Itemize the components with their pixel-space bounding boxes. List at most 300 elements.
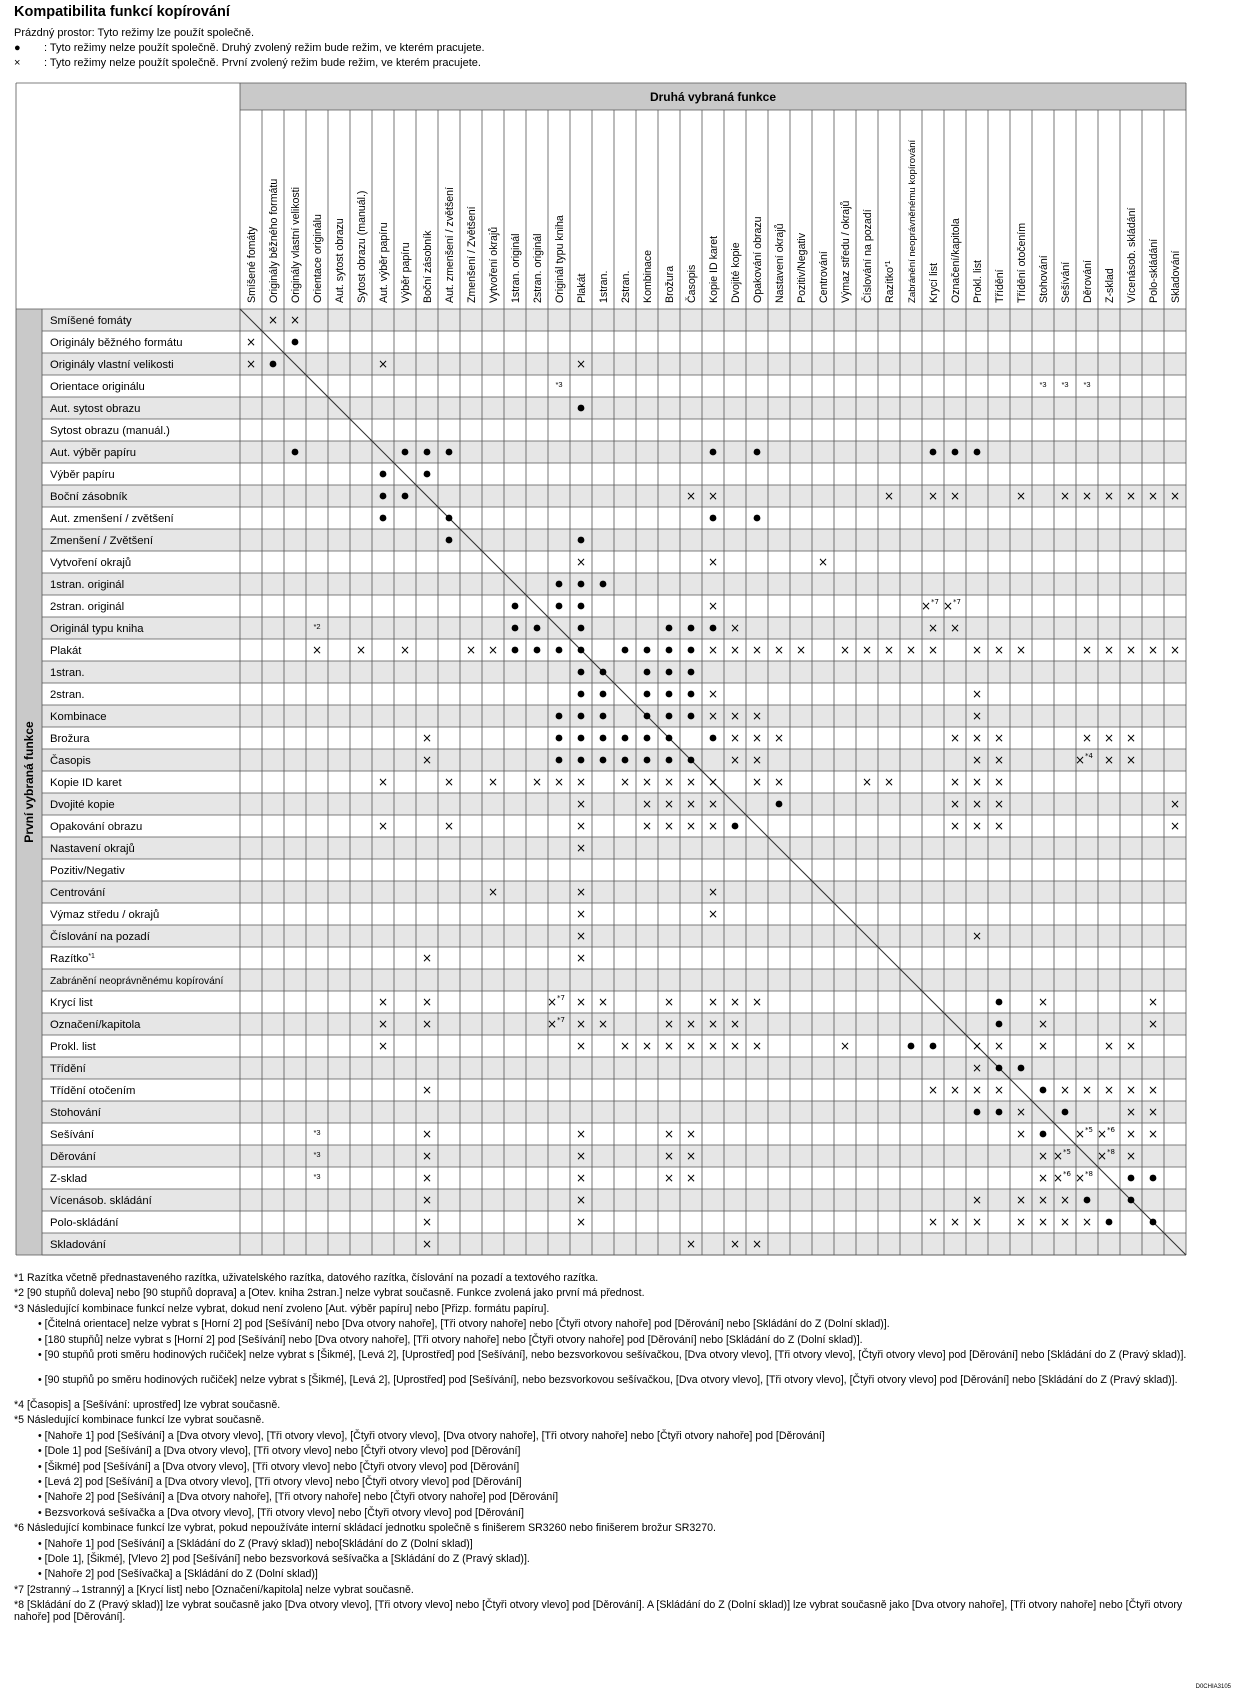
dot-mark: [1150, 1175, 1157, 1182]
cross-mark: ×: [377, 357, 389, 371]
dot-mark: [710, 515, 717, 522]
cross-mark: ×: [773, 775, 785, 789]
column-header: Pozitiv/Negativ: [796, 232, 808, 303]
cross-mark: ×: [993, 731, 1005, 745]
dot-mark: [710, 449, 717, 456]
cross-mark: ×: [421, 1127, 433, 1141]
cross-mark: ×: [861, 643, 873, 657]
dot-mark: [754, 449, 761, 456]
column-header: Vícenásob. skládání: [1126, 207, 1138, 303]
cross-mark: ×: [751, 775, 763, 789]
cross-mark: ×: [751, 709, 763, 723]
dot-mark: [556, 735, 563, 742]
dot-mark: [1062, 1109, 1069, 1116]
dot-mark: [974, 1109, 981, 1116]
row-label: Polo-skládání: [50, 1217, 119, 1229]
cross-mark: ×: [1103, 1083, 1115, 1097]
row-label: Originály běžného formátu: [50, 337, 183, 349]
cross-mark: ×: [575, 555, 587, 569]
cross-mark: ×: [685, 819, 697, 833]
cross-mark: ×: [1037, 1171, 1049, 1185]
row-label: 2stran. originál: [50, 601, 125, 613]
cross-note-mark: ×$^{*8}$: [1074, 1170, 1094, 1185]
row-label: Zabránění neoprávněnému kopírování: [50, 976, 224, 987]
cross-mark: ×: [1037, 1017, 1049, 1031]
cross-mark: ×: [355, 643, 367, 657]
cross-mark: ×: [421, 1171, 433, 1185]
row-label: Stohování: [50, 1107, 101, 1119]
dot-mark: [578, 603, 585, 610]
dot-symbol: ●: [14, 42, 21, 54]
cross-mark: ×: [1015, 1215, 1027, 1229]
dot-mark: [930, 449, 937, 456]
column-header: Výmaz středu / okrajů: [840, 200, 852, 303]
cross-mark: ×: [883, 489, 895, 503]
cross-mark: ×: [377, 1017, 389, 1031]
cross-mark: ×: [487, 775, 499, 789]
cross-mark: ×: [289, 313, 301, 327]
dot-mark: [666, 625, 673, 632]
cross-mark: ×: [1147, 1105, 1159, 1119]
cross-mark: ×: [421, 1083, 433, 1097]
cross-mark: ×: [575, 995, 587, 1009]
cross-mark: ×: [663, 819, 675, 833]
cross-mark: ×: [971, 819, 983, 833]
cross-mark: ×: [641, 819, 653, 833]
row-label: Sešívání: [50, 1129, 94, 1141]
row-label: Aut. zmenšení / zvětšení: [50, 513, 174, 525]
column-header: Originál typu kniha: [554, 215, 566, 303]
cross-mark: ×: [1125, 753, 1137, 767]
row-label: Třídění otočením: [50, 1085, 136, 1097]
column-group-title: Druhá vybraná funkce: [649, 90, 777, 104]
column-header: Aut. sytost obrazu: [334, 218, 346, 303]
dot-mark: [1018, 1065, 1025, 1072]
cross-mark: ×: [377, 1039, 389, 1053]
cross-mark: ×: [575, 929, 587, 943]
dot-mark: [754, 515, 761, 522]
cross-mark: ×: [1059, 1193, 1071, 1207]
column-header: Třídění: [994, 269, 1006, 303]
dot-mark: [600, 581, 607, 588]
column-header: Sešívání: [1060, 261, 1072, 303]
cross-mark: ×: [421, 1215, 433, 1229]
dot-mark: [688, 625, 695, 632]
row-label: Centrování: [50, 887, 106, 899]
cross-mark: ×: [971, 709, 983, 723]
cross-mark: ×: [399, 643, 411, 657]
row-label: Třídění: [50, 1063, 86, 1075]
footnote-line: *3 Následující kombinace funkcí nelze vybrat, dokud není zvoleno [Aut. výběr papíru] nebo [Přizp. formátu papíru].: [14, 1302, 550, 1315]
cross-mark: ×: [1081, 1083, 1093, 1097]
row-label: Skladování: [50, 1239, 106, 1251]
cross-mark: ×: [421, 753, 433, 767]
dot-mark: [578, 691, 585, 698]
note-mark: *3: [313, 1150, 321, 1159]
dot-mark: [644, 691, 651, 698]
column-header: Boční zásobník: [422, 230, 434, 303]
cross-mark: ×: [619, 1039, 631, 1053]
cross-mark: ×: [993, 1083, 1005, 1097]
cross-mark: ×: [1103, 1039, 1115, 1053]
cross-mark: ×: [1037, 1039, 1049, 1053]
dot-mark: [710, 625, 717, 632]
row-label: Vícenásob. skládání: [50, 1195, 152, 1207]
row-label: Zmenšení / Zvětšení: [50, 535, 153, 547]
dot-mark: [600, 669, 607, 676]
cross-mark: ×: [575, 1215, 587, 1229]
dot-mark: [1040, 1087, 1047, 1094]
column-header: Polo-skládání: [1148, 238, 1160, 303]
cross-note-mark: ×$^{*7}$: [942, 598, 962, 613]
note-mark: *3: [555, 380, 563, 389]
cross-mark: ×: [575, 885, 587, 899]
dot-mark: [402, 493, 409, 500]
column-header: Nastavení okrajů: [774, 223, 786, 303]
cross-mark: ×: [751, 1237, 763, 1251]
cross-mark: ×: [971, 687, 983, 701]
note-mark: *3: [1061, 380, 1069, 389]
cross-mark: ×: [729, 1039, 741, 1053]
cross-mark: ×: [707, 907, 719, 921]
cross-mark: ×: [949, 775, 961, 789]
cross-mark: ×: [575, 1171, 587, 1185]
cross-mark: ×: [1015, 1127, 1027, 1141]
cross-mark: ×: [1103, 731, 1115, 745]
cross-mark: ×: [685, 489, 697, 503]
dot-mark: [512, 625, 519, 632]
dot-mark: [622, 647, 629, 654]
cross-mark: ×: [883, 775, 895, 789]
row-label: Aut. sytost obrazu: [50, 403, 141, 415]
column-header: 2stran.: [620, 270, 632, 303]
footnote-line: • [Nahoře 2] pod [Sešívačka] a [Skládání do Z (Dolní sklad)]: [38, 1568, 318, 1581]
cross-note-mark: ×$^{*7}$: [546, 1016, 566, 1031]
dot-mark: [556, 603, 563, 610]
column-header: Zmenšení / Zvětšení: [466, 206, 478, 303]
dot-mark: [556, 757, 563, 764]
cross-mark: ×: [971, 1061, 983, 1075]
cross-mark: ×: [1081, 643, 1093, 657]
row-label: Plakát: [50, 645, 82, 657]
legend-dot-text: : Tyto režimy nelze použít společně. Druhý zvolený režim bude režim, ve kterém pracujete.: [44, 42, 485, 54]
cross-mark: ×: [707, 819, 719, 833]
cross-mark: ×: [245, 357, 257, 371]
dot-mark: [534, 647, 541, 654]
cross-mark: ×: [1059, 489, 1071, 503]
dot-mark: [600, 691, 607, 698]
footnote-line: • [Dole 1], [Šikmé], [Vlevo 2] pod [Sešívání] nebo bezsvorková sešívačka a [Skládání do Z (Pravý sklad)].: [38, 1553, 530, 1565]
cross-symbol: ×: [14, 57, 21, 69]
cross-mark: ×: [971, 731, 983, 745]
dot-mark: [732, 823, 739, 830]
dot-mark: [1128, 1197, 1135, 1204]
page-title: Kompatibilita funkcí kopírování: [14, 4, 230, 20]
cross-mark: ×: [839, 1039, 851, 1053]
column-header: 2stran. originál: [532, 233, 544, 303]
cross-mark: ×: [729, 753, 741, 767]
column-header: 1stran.: [598, 270, 610, 303]
row-label: Prokl. list: [50, 1041, 96, 1053]
column-header: Originály běžného formátu: [268, 178, 280, 303]
footnote-line: *8 [Skládání do Z (Pravý sklad)] lze vybrat současně jako [Dva otvory vlevo], [Tři otvory vlevo] nebo [Čtyři otvory vlevo] pod [Děrování]. A [Skládání do Z (Dolní sklad)] lze vybrat současně jako [Dva otvory nahoře], [Tři otvory nahoře] nebo [Čtyři otvory nahoře] pod [Děrování].: [14, 1599, 1183, 1624]
cross-mark: ×: [575, 1127, 587, 1141]
cross-mark: ×: [1147, 995, 1159, 1009]
column-header: Časopis: [686, 264, 698, 303]
cross-mark: ×: [993, 819, 1005, 833]
dot-mark: [600, 713, 607, 720]
row-label: Nastavení okrajů: [50, 843, 135, 855]
dot-mark: [380, 471, 387, 478]
cross-mark: ×: [707, 709, 719, 723]
footnote-line: *2 [90 stupňů doleva] nebo [90 stupňů doprava] a [Otev. kniha 2stran.] nelze vybrat současně. Funkce zvolená jako první má přednost.: [14, 1287, 645, 1300]
cross-mark: ×: [1169, 489, 1181, 503]
cross-mark: ×: [927, 621, 939, 635]
cross-mark: ×: [993, 775, 1005, 789]
column-header: Aut. zmenšení / zvětšení: [444, 187, 456, 303]
cross-note-mark: ×$^{*4}$: [1074, 752, 1094, 767]
row-label: 1stran. originál: [50, 579, 125, 591]
cross-mark: ×: [729, 1237, 741, 1251]
cross-mark: ×: [663, 1149, 675, 1163]
dot-mark: [578, 537, 585, 544]
row-label: Označení/kapitola: [50, 1019, 141, 1031]
dot-mark: [666, 691, 673, 698]
column-header: 1stran. originál: [510, 233, 522, 303]
dot-mark: [578, 757, 585, 764]
footnote-line: • [Nahoře 2] pod [Sešívání] a [Dva otvory nahoře], [Tři otvory nahoře] nebo [Čtyři otvory nahoře] pod [Děrování]: [38, 1491, 559, 1504]
cross-mark: ×: [1147, 643, 1159, 657]
dot-mark: [578, 669, 585, 676]
cross-note-mark: ×$^{*6}$: [1052, 1170, 1072, 1185]
note-mark: *3: [1083, 380, 1091, 389]
column-header: Zabránění neoprávněnému kopírování: [907, 139, 918, 303]
dot-mark: [1106, 1219, 1113, 1226]
cross-mark: ×: [1169, 797, 1181, 811]
cross-mark: ×: [663, 1017, 675, 1031]
dot-mark: [996, 1065, 1003, 1072]
cross-mark: ×: [1103, 643, 1115, 657]
dot-mark: [578, 735, 585, 742]
dot-mark: [578, 405, 585, 412]
cross-mark: ×: [729, 731, 741, 745]
cross-mark: ×: [421, 1193, 433, 1207]
dot-mark: [908, 1043, 915, 1050]
cross-mark: ×: [707, 599, 719, 613]
column-header: Kopie ID karet: [708, 235, 720, 303]
cross-mark: ×: [993, 797, 1005, 811]
cross-mark: ×: [377, 995, 389, 1009]
cross-mark: ×: [1081, 731, 1093, 745]
row-label: Kopie ID karet: [50, 777, 122, 789]
cross-mark: ×: [663, 995, 675, 1009]
cross-mark: ×: [575, 1149, 587, 1163]
dot-mark: [688, 647, 695, 654]
row-label: Brožura: [50, 733, 90, 745]
dot-mark: [600, 735, 607, 742]
dot-mark: [446, 515, 453, 522]
row-label: Z-sklad: [50, 1173, 88, 1185]
cross-mark: ×: [971, 775, 983, 789]
row-label: Vytvoření okrajů: [50, 557, 132, 569]
cross-note-mark: ×$^{*5}$: [1074, 1126, 1094, 1141]
column-header: Třídění otočením: [1016, 222, 1028, 303]
footnote-line: • [Šikmé] pod [Sešívání] a [Dva otvory vlevo], [Tři otvory vlevo] nebo [Čtyři otvory vlevo] pod [Děrování]: [38, 1460, 520, 1473]
column-header: Razítko$^{*1}$: [884, 260, 896, 303]
dot-mark: [688, 669, 695, 676]
cross-mark: ×: [1125, 731, 1137, 745]
column-header: Opakování obrazu: [752, 216, 764, 303]
dot-mark: [424, 449, 431, 456]
cross-mark: ×: [971, 753, 983, 767]
row-label: Krycí list: [50, 997, 93, 1009]
column-header: Označení/kapitola: [950, 218, 962, 303]
cross-mark: ×: [729, 709, 741, 723]
cross-mark: ×: [421, 731, 433, 745]
cross-mark: ×: [575, 357, 587, 371]
row-label: Originál typu kniha: [50, 623, 144, 635]
row-label: Razítko$^{*1}$: [50, 953, 95, 965]
cross-mark: ×: [641, 775, 653, 789]
cross-mark: ×: [861, 775, 873, 789]
footnote-line: • [Dole 1] pod [Sešívání] a [Dva otvory vlevo], [Tři otvory vlevo] nebo [Čtyři otvory vlevo] pod [Děrování]: [38, 1445, 521, 1458]
row-label: Pozitiv/Negativ: [50, 865, 125, 877]
note-mark: *2: [313, 622, 321, 631]
cross-mark: ×: [421, 951, 433, 965]
dot-mark: [534, 625, 541, 632]
row-label: Děrování: [50, 1151, 96, 1163]
column-header: Výběr papíru: [400, 242, 412, 303]
cross-note-mark: ×$^{*7}$: [546, 994, 566, 1009]
dot-mark: [666, 647, 673, 654]
cross-mark: ×: [971, 929, 983, 943]
cross-mark: ×: [1125, 489, 1137, 503]
cross-note-mark: ×$^{*7}$: [920, 598, 940, 613]
footnote-line: • [Nahoře 1] pod [Sešívání] a [Skládání do Z (Pravý sklad)] nebo[Skládání do Z (Dolní sklad)]: [38, 1537, 473, 1550]
cross-mark: ×: [377, 819, 389, 833]
cross-mark: ×: [751, 643, 763, 657]
row-label: Originály vlastní velikosti: [50, 359, 174, 371]
dot-mark: [688, 713, 695, 720]
dot-mark: [380, 493, 387, 500]
cross-mark: ×: [949, 489, 961, 503]
column-header: Skladování: [1170, 250, 1182, 303]
cross-mark: ×: [993, 1039, 1005, 1053]
cross-mark: ×: [1125, 643, 1137, 657]
row-label: Kombinace: [50, 711, 107, 723]
dot-mark: [292, 449, 299, 456]
dot-mark: [270, 361, 277, 368]
dot-mark: [446, 449, 453, 456]
dot-mark: [380, 515, 387, 522]
footnote-line: • [180 stupňů] nelze vybrat s [Horní 2] pod [Sešívání] nebo [Dva otvory nahoře], [Tři otvory nahoře] nebo [Čtyři otvory nahoře] pod [Děrování] nebo [Skládání do Z (Dolní sklad)].: [38, 1333, 863, 1346]
dot-mark: [556, 647, 563, 654]
cross-mark: ×: [443, 775, 455, 789]
cross-mark: ×: [421, 1017, 433, 1031]
cross-mark: ×: [1169, 819, 1181, 833]
cross-mark: ×: [993, 753, 1005, 767]
cross-mark: ×: [927, 643, 939, 657]
cross-mark: ×: [971, 643, 983, 657]
note-mark: *3: [1039, 380, 1047, 389]
column-header: Vytvoření okrajů: [488, 226, 500, 303]
cross-mark: ×: [311, 643, 323, 657]
dot-mark: [974, 449, 981, 456]
cross-mark: ×: [1037, 1215, 1049, 1229]
cross-mark: ×: [729, 621, 741, 635]
cross-mark: ×: [575, 1193, 587, 1207]
cross-mark: ×: [773, 731, 785, 745]
cross-mark: ×: [575, 951, 587, 965]
column-header: Plakát: [576, 273, 588, 303]
footnote-line: *7 [2stranný→1stranný] a [Krycí list] nebo [Označení/kapitola] nelze vybrat současně.: [14, 1583, 414, 1596]
cross-mark: ×: [971, 1193, 983, 1207]
cross-mark: ×: [1103, 753, 1115, 767]
cross-mark: ×: [839, 643, 851, 657]
cross-mark: ×: [487, 643, 499, 657]
row-label: Výběr papíru: [50, 469, 115, 481]
column-header: Krycí list: [928, 262, 940, 303]
cross-mark: ×: [971, 1215, 983, 1229]
dot-mark: [578, 581, 585, 588]
cross-mark: ×: [773, 643, 785, 657]
cross-mark: ×: [641, 1039, 653, 1053]
cross-mark: ×: [1015, 489, 1027, 503]
cross-mark: ×: [927, 1215, 939, 1229]
cross-note-mark: ×$^{*5}$: [1052, 1148, 1072, 1163]
cross-mark: ×: [421, 1237, 433, 1251]
dot-mark: [644, 735, 651, 742]
dot-mark: [556, 713, 563, 720]
column-header: Smíšené fomáty: [246, 226, 258, 303]
cross-mark: ×: [443, 819, 455, 833]
footnote-line: • [90 stupňů po směru hodinových ručiček] nelze vybrat s [Šikmé], [Levá 2], [Uprostřed] pod [Sešívání], nebo bezsvorkovou sešívačkou, [Dva otvory vlevo], [Tři otvory vlevo], [Čtyři otvory vlevo] pod [Děrování] nebo [Skládání do Z (Pravý sklad)].: [38, 1374, 1178, 1386]
dot-mark: [578, 625, 585, 632]
cross-mark: ×: [575, 797, 587, 811]
cross-mark: ×: [949, 731, 961, 745]
cross-mark: ×: [707, 995, 719, 1009]
cross-mark: ×: [597, 995, 609, 1009]
cross-mark: ×: [1015, 643, 1027, 657]
dot-mark: [644, 713, 651, 720]
cross-mark: ×: [707, 885, 719, 899]
dot-mark: [996, 1109, 1003, 1116]
cross-mark: ×: [685, 1149, 697, 1163]
cross-mark: ×: [971, 797, 983, 811]
cross-mark: ×: [685, 775, 697, 789]
row-label: Výmaz středu / okrajů: [50, 909, 160, 921]
cross-mark: ×: [685, 1171, 697, 1185]
footnote-line: • [Nahoře 1] pod [Sešívání] a [Dva otvory vlevo], [Tři otvory vlevo], [Čtyři otvory vlevo], [Dva otvory nahoře], [Tři otvory nahoře] nebo [Čtyři otvory nahoře] pod [Děrování]: [38, 1429, 825, 1442]
column-header: Brožura: [664, 265, 676, 303]
row-label: 1stran.: [50, 667, 85, 679]
footnote-line: • [90 stupňů proti směru hodinových ručiček] nelze vybrat s [Šikmé], [Levá 2], [Uprostřed] pod [Sešívání], nebo bezsvorkovou sešívačkou, [Dva otvory vlevo], [Tři otvory vlevo], [Čtyři otvory vlevo] pod [Děrování] nebo [Skládání do Z (Pravý sklad)].: [38, 1349, 1187, 1361]
cross-mark: ×: [1169, 643, 1181, 657]
cross-mark: ×: [729, 1017, 741, 1031]
dot-mark: [776, 801, 783, 808]
dot-mark: [446, 537, 453, 544]
dot-mark: [1128, 1175, 1135, 1182]
footnote-line: *4 [Časopis] a [Sešívání: uprostřed] lze vybrat současně.: [14, 1399, 281, 1411]
document-code: D0CHIA3105: [1195, 1684, 1231, 1690]
column-header: Děrování: [1082, 260, 1094, 303]
dot-mark: [666, 669, 673, 676]
cross-mark: ×: [1147, 1083, 1159, 1097]
dot-mark: [644, 757, 651, 764]
cross-mark: ×: [575, 1017, 587, 1031]
cross-mark: ×: [949, 1215, 961, 1229]
footnote-line: • [Čitelná orientace] nelze vybrat s [Horní 2] pod [Sešívání] nebo [Dva otvory nahoře], [Tři otvory nahoře] nebo [Čtyři otvory nahoře] pod [Děrování] nebo [Skládání do Z (Dolní sklad)].: [38, 1318, 890, 1331]
